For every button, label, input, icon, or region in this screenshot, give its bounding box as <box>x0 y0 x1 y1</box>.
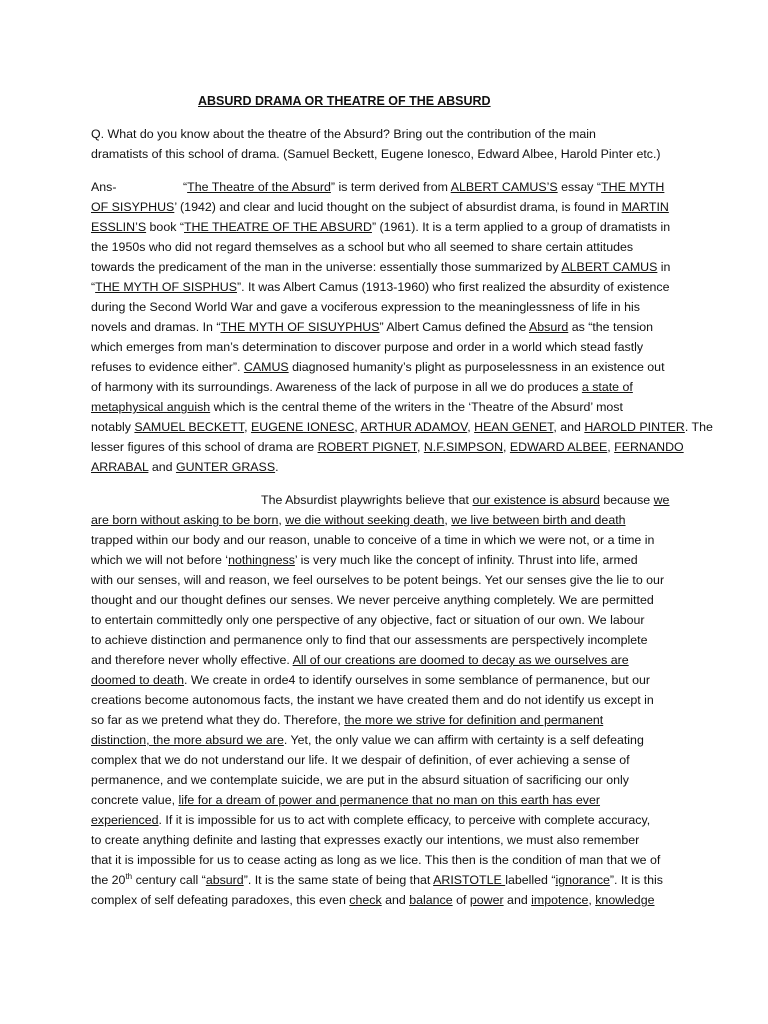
underlined-text: ALBERT CAMUS <box>561 260 658 274</box>
text-line <box>91 377 691 397</box>
text-line <box>91 670 691 690</box>
underlined-text: THE MYTH OF SISUYPHUS <box>220 320 380 334</box>
text-run: creations become autonomous facts, the instant we have created them and do not identify us except in <box>91 693 654 707</box>
text-run: permanence, and we contemplate suicide, we are put in the absurd situation of sacrificing our only <box>91 773 629 787</box>
text-line <box>91 530 691 550</box>
question-paragraph <box>91 124 691 164</box>
document-title: ABSURD DRAMA OR THEATRE OF THE ABSURD <box>198 94 491 108</box>
underlined-text: All of our creations are doomed to decay as we ourselves are <box>292 653 629 667</box>
text-run: that it is impossible for us to cease acting as long as we lice. This then is the condition of man that we of <box>91 853 661 867</box>
text-line <box>91 197 691 217</box>
text-line <box>91 317 691 337</box>
underlined-text: the more we strive for definition and permanent <box>344 713 604 727</box>
text-run: . <box>275 460 279 474</box>
underlined-text: ARRABAL <box>91 460 149 474</box>
underlined-text: OF SISYPHUS <box>91 200 175 214</box>
text-run: , <box>444 513 452 527</box>
text-run: concrete value, <box>91 793 179 807</box>
text-run: . If it is impossible for us to act with complete efficacy, to perceive with complete accuracy, <box>158 813 651 827</box>
text-run: . We create in orde4 to identify ourselves in some semblance of permanence, but our <box>184 673 651 687</box>
text-line <box>91 237 691 257</box>
underlined-text: we <box>653 493 670 507</box>
underlined-text: ESSLIN’S <box>91 220 147 234</box>
text-line <box>91 417 713 437</box>
text-run: ”. It was Albert Camus (1913-1960) who first realized the absurdity of existence <box>236 280 670 294</box>
text-run: , <box>278 513 286 527</box>
underlined-text: ARISTOTLE <box>433 873 506 887</box>
text-line <box>91 830 691 850</box>
underlined-text: are born without asking to be born <box>91 513 279 527</box>
text-line <box>91 810 691 830</box>
text-line <box>91 610 691 630</box>
text-run: , <box>354 420 361 434</box>
underlined-text: EDWARD ALBEE <box>509 440 608 454</box>
text-line <box>91 144 691 164</box>
text-line <box>91 337 691 357</box>
underlined-text: doomed to death <box>91 673 185 687</box>
text-run: during the Second World War and gave a vociferous expression to the meaninglessness of life in his <box>91 300 640 314</box>
text-line <box>91 257 691 277</box>
underlined-text: life for a dream of power and permanence that no man on this earth has ever <box>178 793 601 807</box>
text-run: in <box>657 260 671 274</box>
text-run: ”. It is this <box>609 873 663 887</box>
underlined-text: ALBERT CAMUS’S <box>450 180 558 194</box>
underlined-text: HAROLD PINTER <box>584 420 685 434</box>
text-line <box>91 277 691 297</box>
underlined-text: we live between birth and death <box>451 513 626 527</box>
text-line <box>91 490 691 510</box>
text-run: book “ <box>146 220 184 234</box>
underlined-text: MARTIN <box>621 200 669 214</box>
text-run: essay “ <box>557 180 602 194</box>
text-run: The Absurdist playwrights believe that <box>261 493 473 507</box>
text-run: the 1950s who did not regard themselves as a school but who all seemed to share certain attitudes <box>91 240 634 254</box>
text-line <box>91 770 691 790</box>
text-line <box>91 730 691 750</box>
text-line <box>91 570 691 590</box>
text-line <box>91 437 691 457</box>
text-run: notably <box>91 420 135 434</box>
text-run: towards the predicament of the man in the universe: essentially those summarized by <box>91 260 562 274</box>
underlined-text: absurd <box>205 873 244 887</box>
text-run: “ <box>183 180 188 194</box>
underlined-text: Absurd <box>528 320 569 334</box>
text-run: which we will not before ‘ <box>91 553 229 567</box>
text-run: ’ is very much like the concept of infinity. Thrust into life, armed <box>294 553 638 567</box>
underlined-text: ignorance <box>555 873 610 887</box>
underlined-text: EUGENE IONESC <box>251 420 355 434</box>
text-line <box>91 124 691 144</box>
text-run: , <box>503 440 510 454</box>
text-run: refuses to evidence either”. <box>91 360 244 374</box>
text-run: Q. What do you know about the theatre of the Absurd? Bring out the contribution of the main <box>91 127 596 141</box>
text-run: so far as we pretend what they do. Therefore, <box>91 713 345 727</box>
text-run: and therefore never wholly effective. <box>91 653 293 667</box>
answer-paragraph-2 <box>91 490 691 910</box>
answer-label: Ans- <box>91 180 117 194</box>
underlined-text: GUNTER GRASS <box>175 460 276 474</box>
underlined-text: The Theatre of the Absurd <box>187 180 331 194</box>
underlined-text: HEAN GENET <box>474 420 554 434</box>
text-run: , <box>588 893 596 907</box>
text-run: th <box>125 871 133 881</box>
underlined-text: power <box>469 893 504 907</box>
text-run: of <box>452 893 470 907</box>
text-run: with our senses, will and reason, we feel ourselves to be potent beings. Yet our senses give the lie to our <box>91 573 665 587</box>
text-run: . Yet, the only value we can affirm with certainty is a self defeating <box>283 733 644 747</box>
text-run: ” (1961). It is a term applied to a group of dramatists in <box>371 220 671 234</box>
text-line <box>91 790 691 810</box>
underlined-text: experienced <box>91 813 159 827</box>
text-line <box>91 590 691 610</box>
text-line <box>91 457 691 477</box>
text-run: , <box>416 440 424 454</box>
text-run: ’ (1942) and clear and lucid thought on the subject of absurdist drama, is found in <box>174 200 622 214</box>
text-line <box>91 510 691 530</box>
text-run: , <box>607 440 615 454</box>
text-run: as “the tension <box>568 320 653 334</box>
text-run: diagnosed humanity’s plight as purposelessness in an existence out <box>288 360 665 374</box>
text-run: to entertain committedly only one perspective of any objective, fact or situation of our own. We labour <box>91 613 645 627</box>
text-line <box>91 357 691 377</box>
text-run: to create anything definite and lasting that expresses exactly our intentions, we must also remember <box>91 833 640 847</box>
text-run: , and <box>553 420 585 434</box>
text-run: of harmony with its surroundings. Awareness of the lack of purpose in all we do produces <box>91 380 582 394</box>
text-run: which is the central theme of the writers in the ‘Theatre of the Absurd’ most <box>210 400 623 414</box>
underlined-text: nothingness <box>228 553 295 567</box>
underlined-text: CAMUS <box>243 360 289 374</box>
underlined-text: our existence is absurd <box>472 493 600 507</box>
text-line <box>91 890 691 910</box>
text-run: the 20 <box>91 873 126 887</box>
text-line <box>91 217 691 237</box>
text-run: labelled “ <box>505 873 556 887</box>
text-run: . The <box>684 420 713 434</box>
text-run: , <box>467 420 475 434</box>
text-run: complex of self defeating paradoxes, this even <box>91 893 350 907</box>
text-line <box>91 177 691 197</box>
text-run: and <box>503 893 532 907</box>
text-run: lesser figures of this school of drama are <box>91 440 318 454</box>
text-line <box>91 297 691 317</box>
text-line <box>91 550 691 570</box>
text-run: to achieve distinction and permanence only to find that our assessments are perspectively incomplete <box>91 633 648 647</box>
underlined-text: metaphysical anguish <box>91 400 211 414</box>
underlined-text: SAMUEL BECKETT <box>134 420 245 434</box>
underlined-text: THE THEATRE OF THE ABSURD <box>183 220 372 234</box>
text-run: ” is term derived from <box>330 180 451 194</box>
text-line <box>91 630 691 650</box>
text-line <box>91 650 691 670</box>
text-run: ” Albert Camus defined the <box>379 320 529 334</box>
underlined-text: FERNANDO <box>614 440 684 454</box>
text-line <box>91 870 691 890</box>
answer-paragraph-1 <box>91 177 713 477</box>
underlined-text: ROBERT PIGNET <box>317 440 417 454</box>
underlined-text: balance <box>409 893 453 907</box>
text-run: ”. It is the same state of being that <box>243 873 434 887</box>
underlined-text: THE MYTH OF SISPHUS <box>95 280 237 294</box>
text-line <box>91 690 691 710</box>
text-run: century call “ <box>132 873 206 887</box>
text-run: because <box>599 493 654 507</box>
text-line <box>91 850 691 870</box>
underlined-text: check <box>349 893 382 907</box>
underlined-text: we die without seeking death <box>285 513 445 527</box>
underlined-text: a state of <box>581 380 633 394</box>
text-run: dramatists of this school of drama. (Samuel Beckett, Eugene Ionesco, Edward Albee, Harold Pinter etc.) <box>91 147 661 161</box>
underlined-text: knowledge <box>595 893 655 907</box>
text-run: and <box>148 460 176 474</box>
underlined-text: distinction, the more absurd we are <box>91 733 284 747</box>
text-run: trapped within our body and our reason, unable to conceive of a time in which we were not, or a time in <box>91 533 655 547</box>
text-line <box>91 750 691 770</box>
text-run: and <box>381 893 410 907</box>
text-run: which emerges from man’s determination to discover purpose and order in a world which stead fastly <box>91 340 644 354</box>
underlined-text: impotence <box>531 893 589 907</box>
text-line <box>91 397 691 417</box>
underlined-text: N.F.SIMPSON <box>423 440 504 454</box>
underlined-text: THE MYTH <box>601 180 665 194</box>
underlined-text: ARTHUR ADAMOV <box>360 420 468 434</box>
text-line <box>91 710 691 730</box>
text-run: thought and our thought defines our senses. We never perceive anything completely. We are permitted <box>91 593 654 607</box>
text-run: complex that we do not understand our life. It we despair of definition, of ever achieving a sense of <box>91 753 630 767</box>
text-run: novels and dramas. In “ <box>91 320 221 334</box>
text-run: , <box>244 420 252 434</box>
text-run: “ <box>91 280 96 294</box>
